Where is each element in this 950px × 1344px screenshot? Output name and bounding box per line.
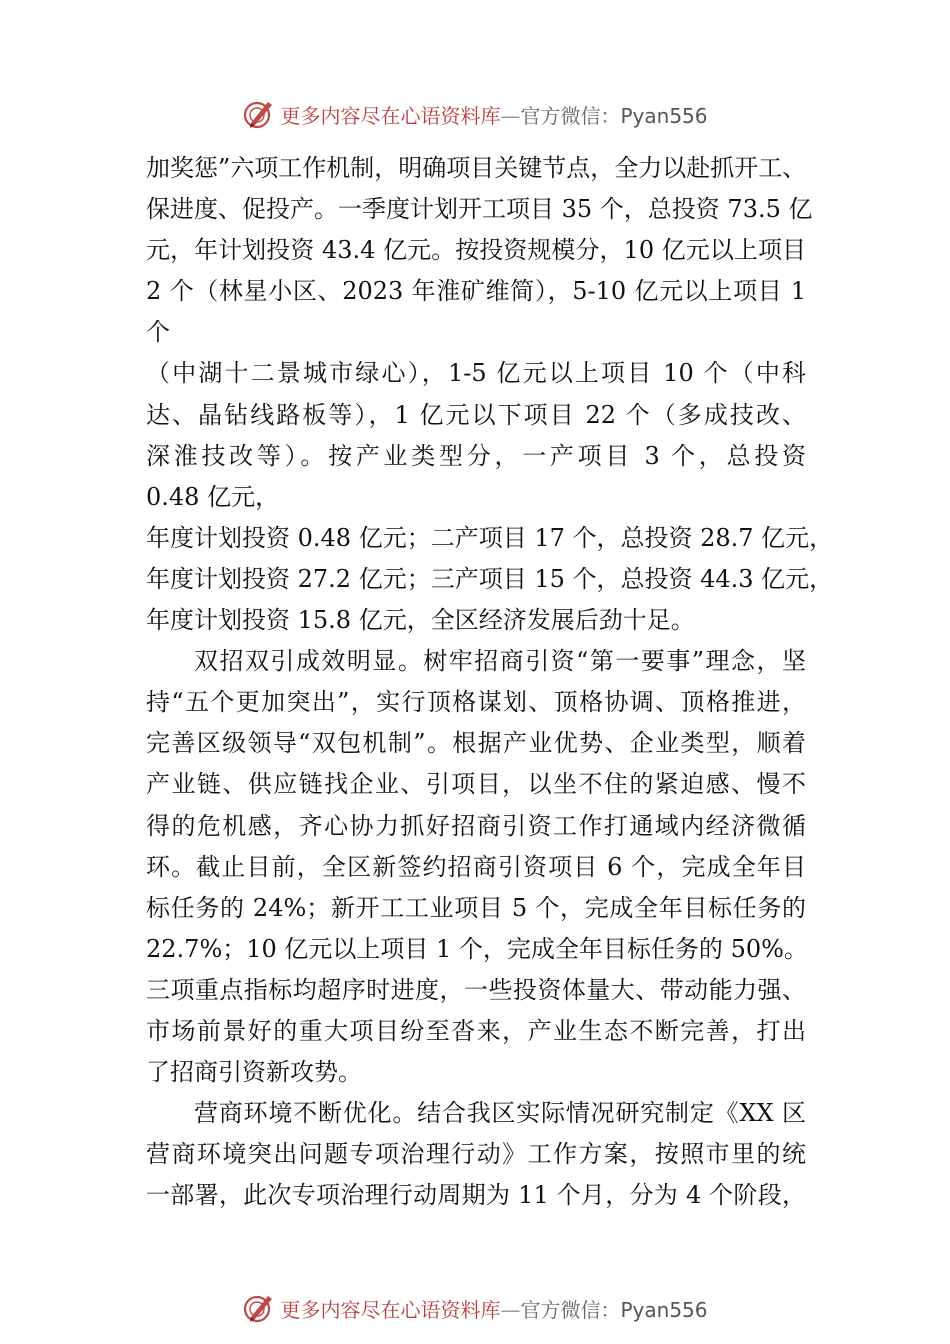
text-line: 保进度、促投产。一季度计划开工项目 35 个，总投资 73.5 亿 (146, 195, 813, 224)
banner-dash: — (500, 1297, 521, 1322)
text-line: 三项重点指标均超序时进度，一些投资体量大、带动能力强、 (146, 975, 806, 1004)
text-line: 市场前景好的重大项目纷至沓来，产业生态不断完善，打出 (146, 1016, 806, 1045)
banner-wechat-id: Pyan556 (620, 103, 708, 128)
banner-wechat-label: 官方微信： (520, 1297, 621, 1322)
text-line: 元，年计划投资 43.4 亿元。按投资规模分，10 亿元以上项目 (146, 236, 806, 265)
text-line: 加奖惩”六项工作机制，明确项目关键节点，全力以赴抓开工、 (146, 154, 807, 182)
text-line: 年度计划投资 27.2 亿元；三产项目 15 个，总投资 44.3 亿元， (146, 564, 834, 593)
text-line: 得的危机感，齐心协力抓好招商引资工作打通域内经济微循 (146, 811, 806, 840)
text-line: 深淮技改等）。按产业类型分，一产项目 3 个，总投资 (146, 441, 806, 470)
text-line: 年度计划投资 0.48 亿元；二产项目 17 个，总投资 28.7 亿元， (146, 523, 834, 552)
text-line: 营商环境不断优化。结合我区实际情况研究制定《XX 区 (194, 1099, 806, 1128)
document-body (146, 148, 834, 1216)
text-line: 0.48 亿元， (146, 482, 280, 511)
text-line: 产业链、供应链找企业、引项目，以坐不住的紧迫感、慢不 (146, 770, 806, 799)
footer-banner (0, 1288, 950, 1328)
text-line: 年度计划投资 15.8 亿元，全区经济发展后劲十足。 (146, 606, 695, 635)
text-line: 营商环境突出问题专项治理行动》工作方案，按照市里的统 (146, 1140, 806, 1169)
pen-logo-icon (242, 1291, 276, 1325)
text-line: 持“五个更加突出”，实行顶格谋划、顶格协调、顶格推进， (146, 688, 806, 717)
text-line: 达、晶钻线路板等），1 亿元以下项目 22 个（多成技改、 (146, 400, 806, 429)
banner-site-text: 更多内容尽在心语资料库 (280, 103, 501, 128)
text-line: 完善区级领导“双包机制”。根据产业优势、企业类型，顺着 (146, 729, 806, 758)
banner-wechat-id: Pyan556 (620, 1297, 708, 1322)
text-line: 了招商引资新攻势。 (146, 1058, 362, 1087)
banner-wechat-label: 官方微信： (520, 103, 621, 128)
text-line: 2 个（林星小区、2023 年淮矿维简），5-10 亿元以上项目 1 (146, 277, 806, 306)
text-line: 环。截止目前，全区新签约招商引资项目 6 个，完成全年目 (146, 852, 806, 881)
text-line: （中湖十二景城市绿心），1-5 亿元以上项目 10 个（中科 (146, 359, 806, 388)
text-line: 一部署，此次专项治理行动周期为 11 个月，分为 4 个阶段， (146, 1181, 806, 1210)
banner-site-text: 更多内容尽在心语资料库 (280, 1297, 501, 1322)
pen-logo-icon (242, 97, 276, 131)
text-line: 双招双引成效明显。树牢招商引资“第一要事”理念，坚 (194, 647, 806, 676)
text-line: 22.7%；10 亿元以上项目 1 个，完成全年目标任务的 50%。 (146, 934, 808, 963)
text-line: 个 (146, 318, 170, 347)
banner-dash: — (500, 103, 521, 128)
header-banner (0, 94, 950, 134)
text-line: 标任务的 24%；新开工工业项目 5 个，完成全年目标任务的 (146, 893, 806, 922)
